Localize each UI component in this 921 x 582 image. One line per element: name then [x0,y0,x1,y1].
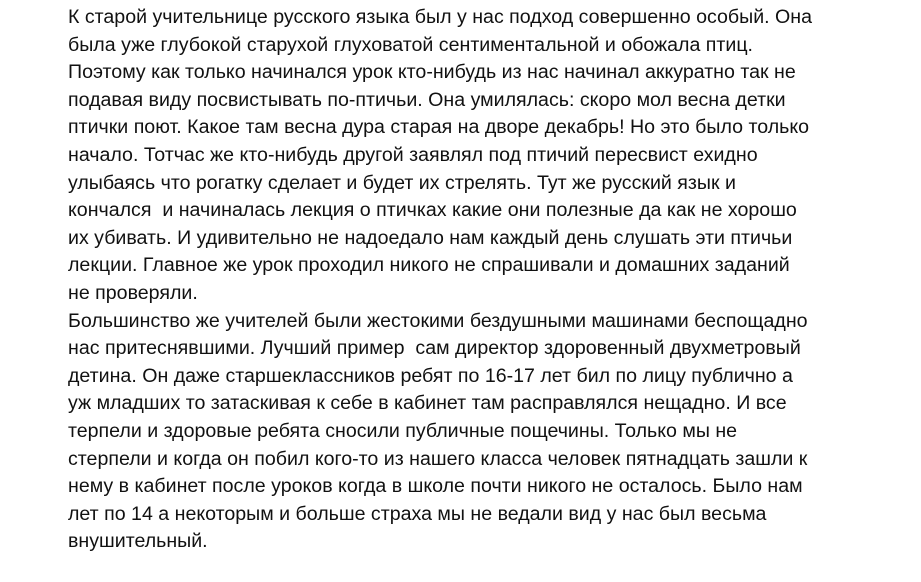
text-line: Большинство же учителей были жестокими бездушными машинами беспощадно [68,309,808,332]
text-line: уж младших то затаскивая к себе в кабинет там расправлялся нещадно. И все [68,392,787,415]
text-line: была уже глубокой старухой глуховатой сентиментальной и обожала птиц. [68,33,753,56]
text-line: терпели и здоровые ребята сносили публичные пощечины. Только мы не [68,419,738,442]
text-line: не проверяли. [68,281,198,304]
text-line: стерпели и когда он побил кого-то из нашего класса человек пятнадцать зашли к [68,447,808,470]
text-line: К старой учительнице русского языка был у нас подход совершенно особый. Она [68,6,813,28]
text-line: кончался и начиналась лекция о птичках какие они полезные да как не хорошо [68,199,797,222]
text-line: лет по 14 а некоторым и больше страха мы не ведали вид у нас был весьма [68,502,767,525]
text-line: подавая виду посвистывать по-птичьи. Она умилялась: скоро мол весна детки [68,88,786,111]
text-line: детина. Он даже старшеклассников ребят по 16-17 лет бил по лицу публично а [68,364,793,387]
text-line: улыбаясь что рогатку сделает и будет их стрелять. Тут же русский язык и [68,171,736,194]
text-line: нему в кабинет после уроков когда в школе почти никого не осталось. Было нам [68,475,803,498]
text-line: птички поют. Какое там весна дура старая на дворе декабрь! Но это было только [68,116,810,139]
body-text [68,4,918,556]
text-line: их убивать. И удивительно не надоедало нам каждый день слушать эти птичьи [68,226,793,249]
text-line: Поэтому как только начинался урок кто-нибудь из нас начинал аккуратно так не [68,61,796,84]
text-line: начало. Тотчас же кто-нибудь другой заявлял под птичий пересвист ехидно [68,143,758,166]
text-line: лекции. Главное же урок проходил никого не спрашивали и домашних заданий [68,254,790,277]
text-line: внушительный. [68,530,208,553]
text-line: нас притеснявшими. Лучший пример сам директор здоровенный двухметровый [68,337,801,360]
